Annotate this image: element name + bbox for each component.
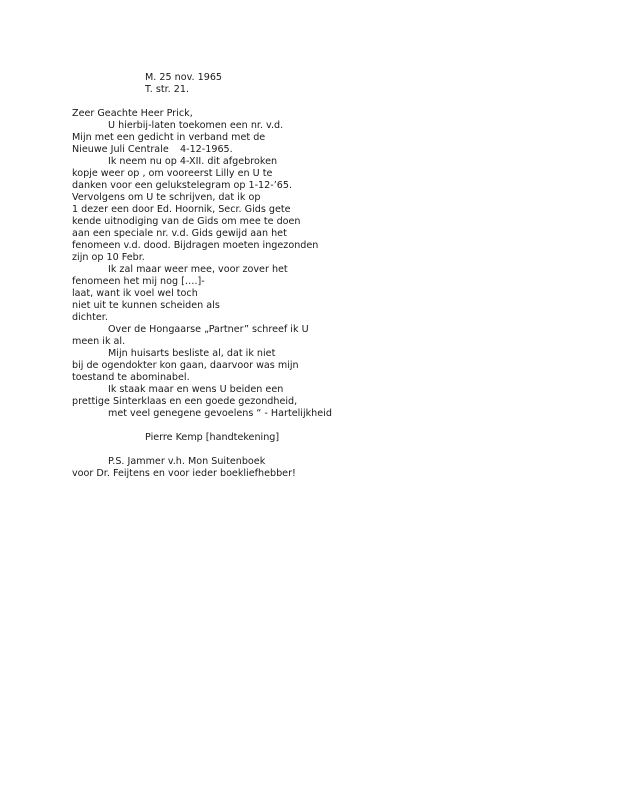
body-line: prettige Sinterklaas en een goede gezondheid,: [72, 396, 298, 407]
body-line: niet uit te kunnen scheiden als: [72, 300, 220, 311]
body-line: Nieuwe Juli Centrale: [72, 144, 169, 155]
body-line: Ik zal maar weer mee, voor zover het: [108, 264, 288, 275]
body-line: Ik staak maar en wens U beiden een: [108, 384, 284, 395]
body-line: kende uitnodiging van de Gids om mee te doen: [72, 216, 301, 227]
body-line: bij de ogendokter kon gaan, daarvoor was mijn: [72, 360, 299, 371]
body-line: fenomeen het mij nog [….]-: [72, 276, 205, 287]
body-line: laat, want ik voel wel toch: [72, 288, 198, 299]
body-line: dichter.: [72, 312, 108, 323]
body-line: Ik neem nu op 4-XII. dit afgebroken: [108, 156, 278, 167]
body-line: Vervolgens om U te schrijven, dat ik op: [72, 192, 261, 203]
body-line: aan een speciale nr. v.d. Gids gewijd aan het: [72, 228, 287, 239]
body-line: zijn op 10 Febr.: [72, 252, 145, 263]
postscript-line: voor Dr. Feijtens en voor ieder boekliefhebber!: [72, 468, 296, 479]
body-line: meen ik al.: [72, 336, 126, 347]
letter-signature: Pierre Kemp [handtekening]: [145, 432, 280, 443]
postscript-line: P.S. Jammer v.h. Mon Suitenboek: [108, 456, 266, 467]
body-line: Over de Hongaarse „Partner” schreef ik U: [108, 324, 309, 335]
body-line: kopje weer op , om vooreerst Lilly en U te: [72, 168, 273, 179]
body-line: 1 dezer een door Ed. Hoornik, Secr. Gids gete: [72, 204, 291, 215]
body-line: U hierbij-laten toekomen een nr. v.d.: [108, 120, 284, 131]
body-line: Mijn huisarts besliste al, dat ik niet: [108, 348, 276, 359]
letter-salutation: Zeer Geachte Heer Prick,: [72, 108, 193, 119]
body-line: danken voor een gelukstelegram op 1-12-’65.: [72, 180, 293, 191]
body-line: met veel genegene gevoelens “ - Hartelijkheid: [108, 408, 332, 419]
body-line: 4-12-1965.: [180, 144, 233, 155]
letter-date: M. 25 nov. 1965: [145, 72, 223, 83]
body-line: fenomeen v.d. dood. Bijdragen moeten ingezonden: [72, 240, 319, 251]
body-line: toestand te abominabel.: [72, 372, 190, 383]
letter-address: T. str. 21.: [145, 84, 189, 95]
body-line: Mijn met een gedicht in verband met de: [72, 132, 266, 143]
